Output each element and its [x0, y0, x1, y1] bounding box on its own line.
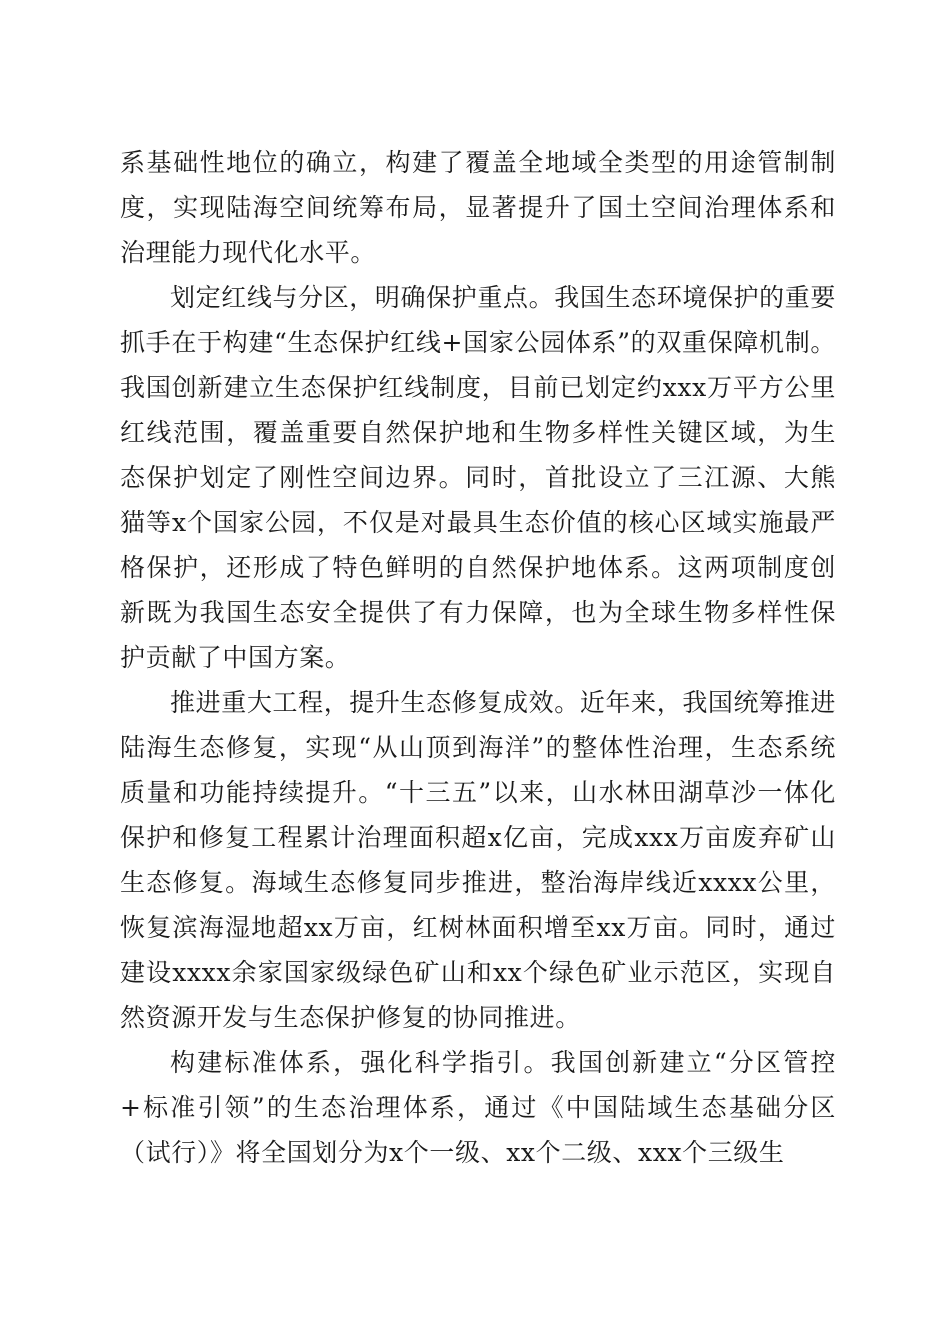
- paragraph-red-line-zoning: 划定红线与分区，明确保护重点。我国生态环境保护的重要抓手在于构建“生态保护红线+国家公园体系”的双重保障机制。我国创新建立生态保护红线制度，目前已划定约xxx万平方公里红线范围，覆盖重要自然保护地和生物多样性关键区域，为生态保护划定了刚性空间边界。同时，首批设立了三江源、大熊猫等x个国家公园，不仅是对最具生态价值的核心区域实施最严格保护，还形成了特色鲜明的自然保护地体系。这两项制度创新既为我国生态安全提供了有力保障，也为全球生物多样性保护贡献了中国方案。: [120, 283, 836, 672]
- document-body: [120, 140, 836, 1175]
- paragraph-continuation: 系基础性地位的确立，构建了覆盖全地域全类型的用途管制制度，实现陆海空间统筹布局，显著提升了国土空间治理体系和治理能力现代化水平。: [120, 148, 836, 267]
- paragraph-major-projects: 推进重大工程，提升生态修复成效。近年来，我国统筹推进陆海生态修复，实现“从山顶到海洋”的整体性治理，生态系统质量和功能持续提升。“十三五”以来，山水林田湖草沙一体化保护和修复工程累计治理面积超x亿亩，完成xxx万亩废弃矿山生态修复。海域生态修复同步推进，整治海岸线近xxxx公里，恢复滨海湿地超xx万亩，红树林面积增至xx万亩。同时，通过建设xxxx余家国家级绿色矿山和xx个绿色矿业示范区，实现自然资源开发与生态保护修复的协同推进。: [120, 688, 836, 1032]
- paragraph-standard-system: 构建标准体系，强化科学指引。我国创新建立“分区管控+标准引领”的生态治理体系，通过《中国陆域生态基础分区（试行）》将全国划分为x个一级、xx个二级、xxx个三级生: [120, 1048, 836, 1167]
